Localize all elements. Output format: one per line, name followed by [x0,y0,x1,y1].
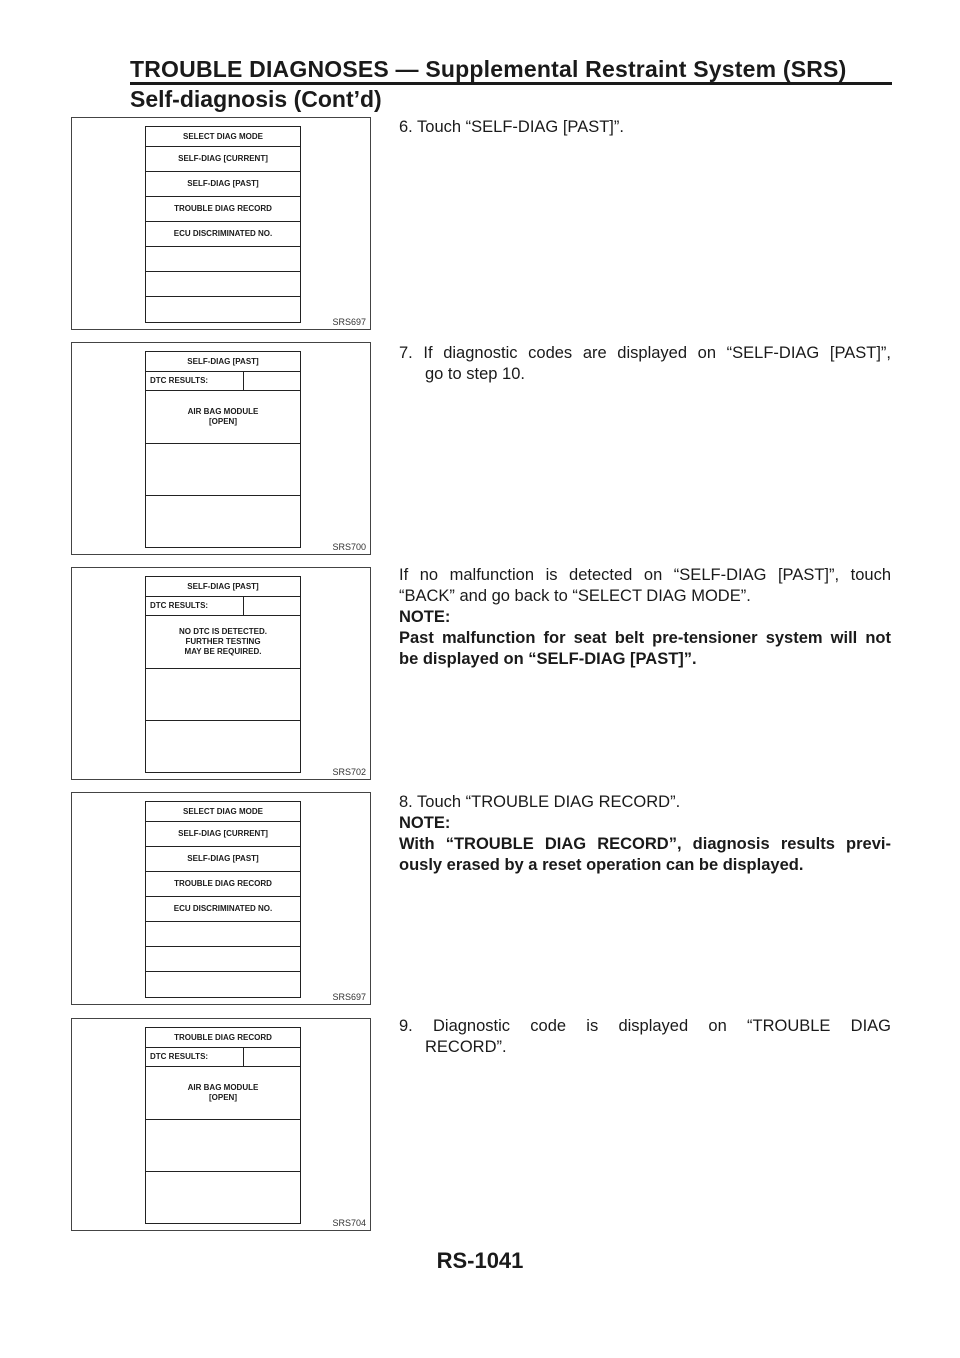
menu-item: TROUBLE DIAG RECORD [146,872,300,897]
dtc-message-line: NO DTC IS DETECTED. [178,627,267,636]
figure-srs702 [71,567,371,780]
note-line: With “TROUBLE DIAG RECORD”, diagnosis results previ- [399,835,891,853]
step-7-line: 7. If diagnostic codes are displayed on “SELF-DIAG [PAST]”, [399,344,891,362]
blank-row [146,721,300,772]
consult-screen-self-diag-past [145,351,301,548]
dtc-results-label: DTC RESULTS: [146,597,244,615]
page-number: RS-1041 [436,1248,524,1273]
menu-item-empty [146,272,300,297]
blank-row [146,1120,300,1172]
screen-title: SELF-DIAG [PAST] [146,577,300,597]
dtc-message-line: MAY BE REQUIRED. [184,647,262,656]
no-malfunction-line: If no malfunction is detected on “SELF-DIAG [PAST]”, touch [399,566,891,584]
note-label: NOTE: [399,608,451,626]
blank-row [146,444,300,496]
blank-row [146,669,300,721]
step-9 [399,1016,891,1058]
step-8 [399,792,891,876]
screen-title: TROUBLE DIAG RECORD [146,1028,300,1048]
dtc-results-label: DTC RESULTS: [146,372,244,390]
consult-screen-trouble-diag-record [145,1027,301,1224]
screen-title: SELF-DIAG [PAST] [146,352,300,372]
figure-code: SRS700 [332,542,366,552]
figure-srs697 [71,117,371,330]
note-line: be displayed on “SELF-DIAG [PAST]”. [399,650,697,668]
menu-item-empty [146,947,300,972]
menu-item-empty [146,972,300,996]
menu-item-empty [146,297,300,321]
menu-item: SELF-DIAG [PAST] [146,847,300,872]
dtc-message [146,1067,300,1120]
no-malfunction-block [399,565,891,670]
menu-item: SELF-DIAG [PAST] [146,172,300,197]
figure-code: SRS702 [332,767,366,777]
dtc-message-line: AIR BAG MODULE [187,1083,259,1092]
step-7 [399,343,891,385]
dtc-results-value [244,1048,300,1066]
step-9-line: RECORD”. [425,1038,507,1056]
screen-title: SELECT DIAG MODE [146,802,300,822]
consult-screen-select-diag-mode [145,801,301,998]
screen-title: SELECT DIAG MODE [146,127,300,147]
step-6 [399,117,891,138]
consult-screen-self-diag-past-no-dtc [145,576,301,773]
dtc-results-value [244,597,300,615]
menu-item: TROUBLE DIAG RECORD [146,197,300,222]
dtc-results-row [146,372,300,391]
note-line: ously erased by a reset operation can be displayed. [399,856,804,874]
blank-row [146,1172,300,1223]
menu-item-empty [146,922,300,947]
dtc-results-label: DTC RESULTS: [146,1048,244,1066]
section-title: TROUBLE DIAGNOSES — Supplemental Restraint System (SRS) [130,56,847,82]
figure-srs704 [71,1018,371,1231]
note-label: NOTE: [399,814,451,832]
consult-screen-select-diag-mode [145,126,301,323]
dtc-results-row [146,1048,300,1067]
figure-code: SRS697 [332,992,366,1002]
figure-srs700 [71,342,371,555]
menu-item: SELF-DIAG [CURRENT] [146,147,300,172]
dtc-message-line: AIR BAG MODULE [187,407,259,416]
step-8-text: 8. Touch “TROUBLE DIAG RECORD”. [399,793,681,811]
blank-row [146,496,300,547]
dtc-message-line: FURTHER TESTING [185,637,261,646]
dtc-results-row [146,597,300,616]
step-9-line: 9. Diagnostic code is displayed on “TROUBLE DIAG [399,1017,891,1035]
menu-item: SELF-DIAG [CURRENT] [146,822,300,847]
menu-item: ECU DISCRIMINATED NO. [146,222,300,247]
dtc-message [146,391,300,444]
section-subtitle: Self-diagnosis (Cont’d) [130,86,382,112]
step-7-line: go to step 10. [425,365,525,383]
figure-code: SRS697 [332,317,366,327]
dtc-message [146,616,300,669]
dtc-message-line: [OPEN] [209,1093,237,1102]
dtc-results-value [244,372,300,390]
dtc-message-line: [OPEN] [209,417,237,426]
menu-item: ECU DISCRIMINATED NO. [146,897,300,922]
step-6-text: 6. Touch “SELF-DIAG [PAST]”. [399,118,624,136]
menu-item-empty [146,247,300,272]
note-line: Past malfunction for seat belt pre-tensioner system will not [399,629,891,647]
figure-code: SRS704 [332,1218,366,1228]
figure-srs697-2 [71,792,371,1005]
no-malfunction-line: “BACK” and go back to “SELECT DIAG MODE”. [399,587,751,605]
header-rule [130,82,892,85]
